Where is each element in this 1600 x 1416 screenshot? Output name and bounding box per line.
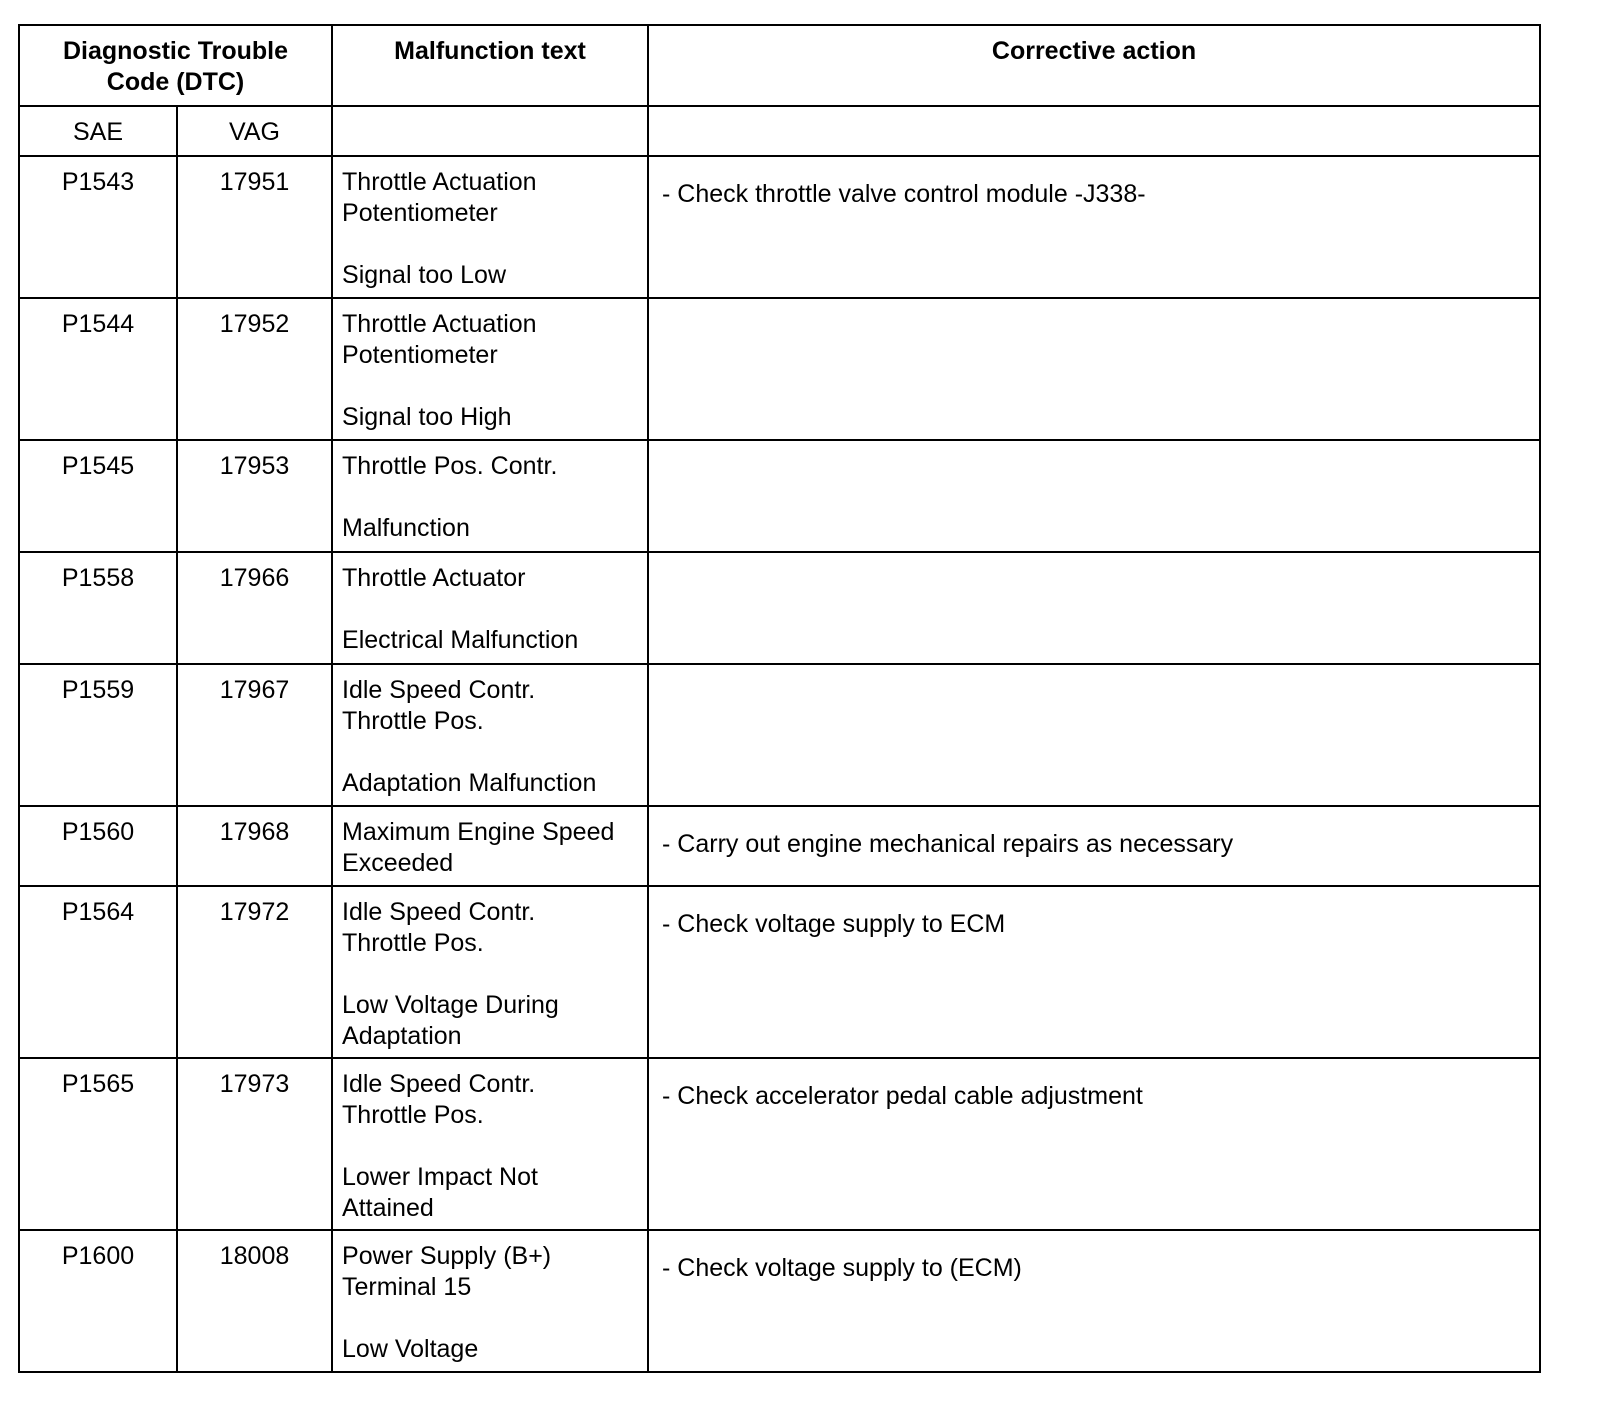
vag-code: 17953 — [177, 440, 332, 552]
vag-code: 17972 — [177, 886, 332, 1058]
malfunction-text — [332, 806, 648, 886]
malfunction-line-2: Malfunction — [342, 514, 470, 542]
malfunction-line-2: Adaptation Malfunction — [342, 769, 597, 797]
sae-code: P1565 — [19, 1058, 177, 1230]
subheader-row — [19, 106, 1540, 156]
vag-code: 17968 — [177, 806, 332, 886]
malfunction-subheader-empty — [332, 106, 648, 156]
malfunction-text — [332, 552, 648, 664]
sae-header: SAE — [19, 106, 177, 156]
corrective-action — [648, 298, 1540, 440]
vag-code: 17973 — [177, 1058, 332, 1230]
malfunction-text — [332, 1058, 648, 1230]
malfunction-line-2: Signal too Low — [342, 261, 507, 289]
sae-code: P1560 — [19, 806, 177, 886]
vag-code: 17966 — [177, 552, 332, 664]
table-row — [19, 156, 1540, 298]
sae-code: P1564 — [19, 886, 177, 1058]
corrective-action: - Check voltage supply to (ECM) — [648, 1230, 1540, 1372]
malfunction-line-1: Maximum Engine Speed Exceeded — [342, 818, 615, 877]
malfunction-line-1: Throttle Actuation Potentiometer — [342, 168, 537, 227]
malfunction-line-1: Throttle Actuation Potentiometer — [342, 310, 537, 369]
corrective-action: - Check voltage supply to ECM — [648, 886, 1540, 1058]
table-row — [19, 1058, 1540, 1230]
dtc-body — [19, 156, 1540, 1372]
malfunction-line-2: Signal too High — [342, 403, 512, 431]
malfunction-line-2: Lower Impact Not Attained — [342, 1163, 538, 1222]
vag-header: VAG — [177, 106, 332, 156]
table-row — [19, 664, 1540, 806]
sae-code: P1544 — [19, 298, 177, 440]
table-row — [19, 298, 1540, 440]
dtc-header: Diagnostic Trouble Code (DTC) — [19, 25, 332, 106]
corrective-action — [648, 664, 1540, 806]
sae-code: P1559 — [19, 664, 177, 806]
sae-code: P1600 — [19, 1230, 177, 1372]
malfunction-text — [332, 298, 648, 440]
corrective-action: - Check throttle valve control module -J338- — [648, 156, 1540, 298]
malfunction-line-1: Throttle Pos. Contr. — [342, 452, 558, 480]
corrective-header: Corrective action — [648, 25, 1540, 106]
malfunction-line-1: Idle Speed Contr. Throttle Pos. — [342, 1070, 536, 1129]
table-row — [19, 440, 1540, 552]
table-row — [19, 806, 1540, 886]
malfunction-line-1: Idle Speed Contr. Throttle Pos. — [342, 676, 536, 735]
malfunction-header: Malfunction text — [332, 25, 648, 106]
malfunction-line-1: Idle Speed Contr. Throttle Pos. — [342, 898, 536, 957]
vag-code: 18008 — [177, 1230, 332, 1372]
table-row — [19, 886, 1540, 1058]
malfunction-text — [332, 886, 648, 1058]
malfunction-line-2: Low Voltage — [342, 1335, 479, 1363]
malfunction-text — [332, 440, 648, 552]
dtc-table — [18, 24, 1541, 1373]
sae-code: P1558 — [19, 552, 177, 664]
malfunction-line-2: Low Voltage During Adaptation — [342, 991, 559, 1050]
header-row — [19, 25, 1540, 106]
sae-code: P1545 — [19, 440, 177, 552]
table-row — [19, 552, 1540, 664]
corrective-action — [648, 552, 1540, 664]
corrective-subheader-empty — [648, 106, 1540, 156]
malfunction-text — [332, 1230, 648, 1372]
malfunction-line-1: Power Supply (B+) Terminal 15 — [342, 1242, 552, 1301]
table-row — [19, 1230, 1540, 1372]
vag-code: 17951 — [177, 156, 332, 298]
corrective-action: - Carry out engine mechanical repairs as necessary — [648, 806, 1540, 886]
malfunction-line-2: Electrical Malfunction — [342, 626, 579, 654]
malfunction-line-1: Throttle Actuator — [342, 564, 526, 592]
corrective-action: - Check accelerator pedal cable adjustment — [648, 1058, 1540, 1230]
sae-code: P1543 — [19, 156, 177, 298]
vag-code: 17967 — [177, 664, 332, 806]
vag-code: 17952 — [177, 298, 332, 440]
malfunction-text — [332, 664, 648, 806]
corrective-action — [648, 440, 1540, 552]
malfunction-text — [332, 156, 648, 298]
